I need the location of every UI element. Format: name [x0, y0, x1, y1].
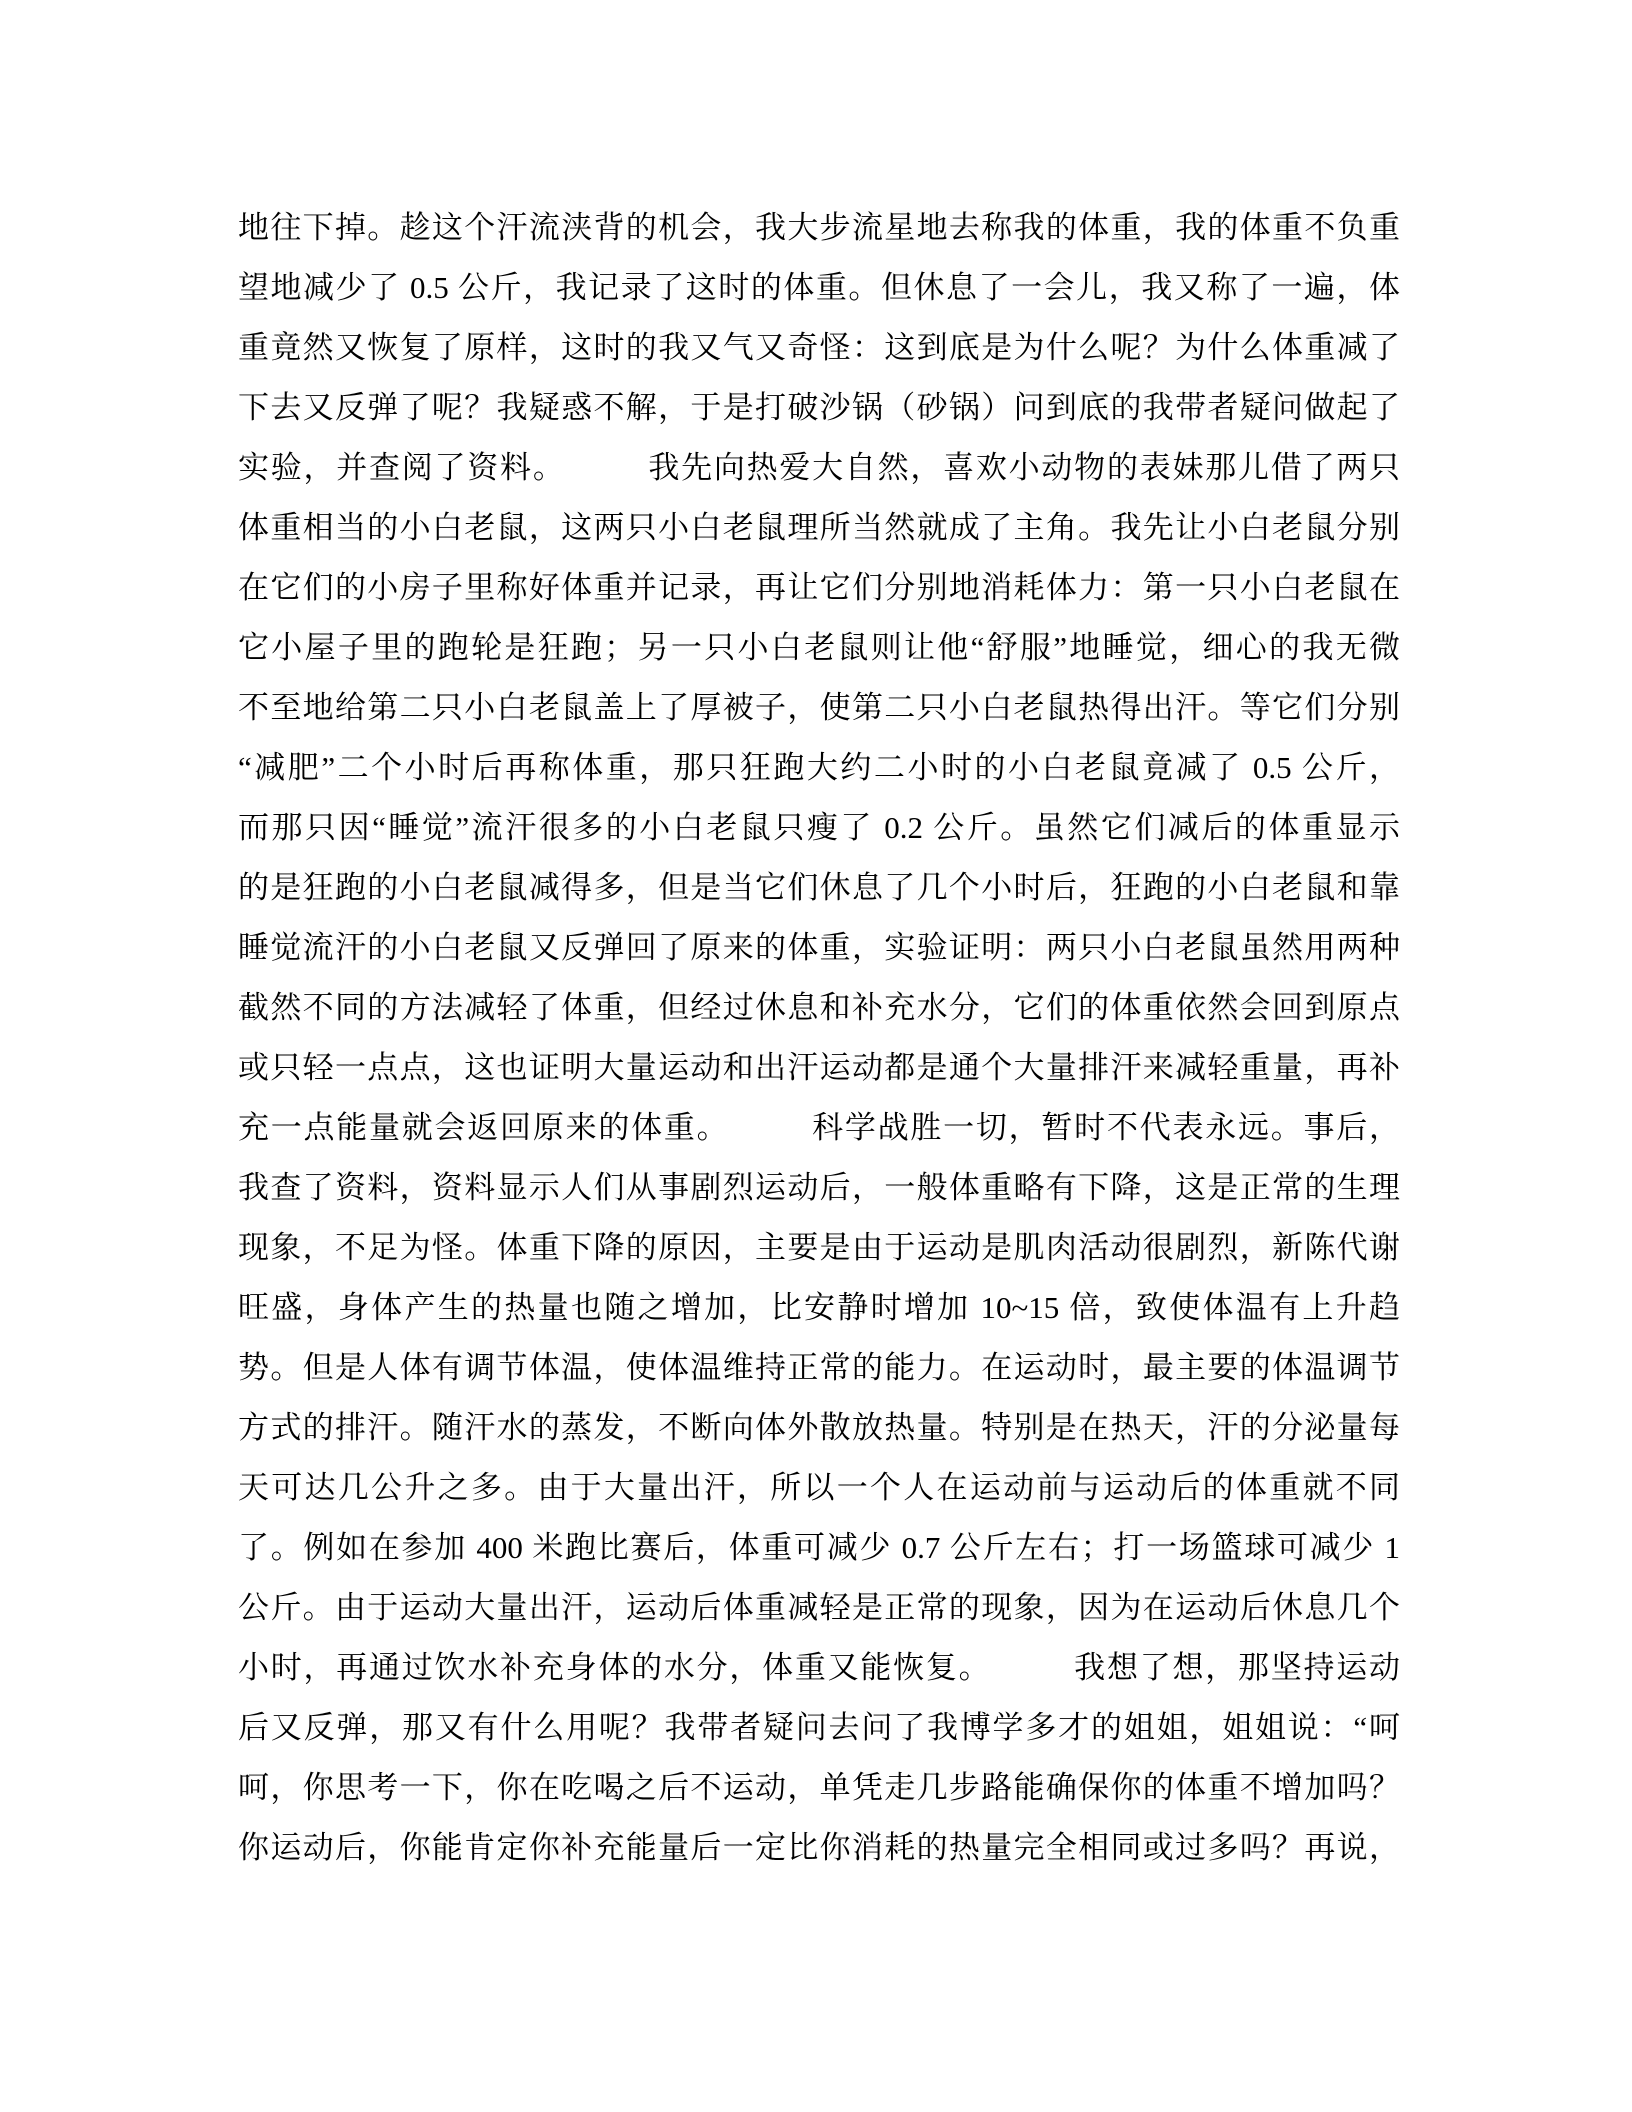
text-line: 小时，再通过饮水补充身体的水分，体重又能恢复。 我想了想，那坚持运动 [238, 1650, 1400, 1685]
text-line: 旺盛，身体产生的热量也随之增加，比安静时增加 10~15 倍，致使体温有上升趋 [238, 1290, 1400, 1325]
text-line: 了。例如在参加 400 米跑比赛后，体重可减少 0.7 公斤左右；打一场篮球可减少 1 [238, 1530, 1400, 1565]
text-line: 睡觉流汗的小白老鼠又反弹回了原来的体重，实验证明：两只小白老鼠虽然用两种 [238, 930, 1400, 965]
text-line: 天可达几公升之多。由于大量出汗，所以一个人在运动前与运动后的体重就不同 [238, 1470, 1400, 1505]
text-line: 你运动后，你能肯定你补充能量后一定比你消耗的热量完全相同或过多吗？再说， [238, 1830, 1400, 1865]
text-line: 后又反弹，那又有什么用呢？我带者疑问去问了我博学多才的姐姐，姐姐说：“呵 [238, 1710, 1400, 1745]
text-line: 它小屋子里的跑轮是狂跑；另一只小白老鼠则让他“舒服”地睡觉，细心的我无微 [238, 630, 1400, 665]
text-line: 公斤。由于运动大量出汗，运动后体重减轻是正常的现象，因为在运动后休息几个 [238, 1590, 1400, 1625]
text-line: 体重相当的小白老鼠，这两只小白老鼠理所当然就成了主角。我先让小白老鼠分别 [238, 510, 1400, 545]
text-line: 实验，并查阅了资料。 我先向热爱大自然，喜欢小动物的表妹那儿借了两只 [238, 450, 1400, 485]
text-line: 方式的排汗。随汗水的蒸发，不断向体外散放热量。特别是在热天，汗的分泌量每 [238, 1410, 1400, 1445]
text-line: 望地减少了 0.5 公斤，我记录了这时的体重。但休息了一会儿，我又称了一遍，体 [238, 270, 1400, 305]
text-line: 而那只因“睡觉”流汗很多的小白老鼠只瘦了 0.2 公斤。虽然它们减后的体重显示 [238, 810, 1400, 845]
text-line: 势。但是人体有调节体温，使体温维持正常的能力。在运动时，最主要的体温调节 [238, 1350, 1400, 1385]
text-line: 不至地给第二只小白老鼠盖上了厚被子，使第二只小白老鼠热得出汗。等它们分别 [238, 690, 1400, 725]
text-line: 截然不同的方法减轻了体重，但经过休息和补充水分，它们的体重依然会回到原点 [238, 990, 1400, 1025]
text-line: “减肥”二个小时后再称体重，那只狂跑大约二小时的小白老鼠竟减了 0.5 公斤， [238, 750, 1400, 785]
text-line: 的是狂跑的小白老鼠减得多，但是当它们休息了几个小时后，狂跑的小白老鼠和靠 [238, 870, 1400, 905]
text-line: 呵，你思考一下，你在吃喝之后不运动，单凭走几步路能确保你的体重不增加吗？ [238, 1770, 1400, 1805]
text-line: 地往下掉。趁这个汗流浃背的机会，我大步流星地去称我的体重，我的体重不负重 [238, 210, 1400, 245]
text-line: 重竟然又恢复了原样，这时的我又气又奇怪：这到底是为什么呢？为什么体重减了 [238, 330, 1400, 365]
text-line: 或只轻一点点，这也证明大量运动和出汗运动都是通个大量排汗来减轻重量，再补 [238, 1050, 1400, 1085]
text-line: 下去又反弹了呢？我疑惑不解，于是打破沙锅（砂锅）问到底的我带者疑问做起了 [238, 390, 1400, 425]
text-line: 我查了资料，资料显示人们从事剧烈运动后，一般体重略有下降，这是正常的生理 [238, 1170, 1400, 1205]
text-line: 在它们的小房子里称好体重并记录，再让它们分别地消耗体力：第一只小白老鼠在 [238, 570, 1400, 605]
text-line: 现象，不足为怪。体重下降的原因，主要是由于运动是肌肉活动很剧烈，新陈代谢 [238, 1230, 1400, 1265]
document-body [238, 198, 1400, 1878]
text-line: 充一点能量就会返回原来的体重。 科学战胜一切，暂时不代表永远。事后， [238, 1110, 1400, 1145]
